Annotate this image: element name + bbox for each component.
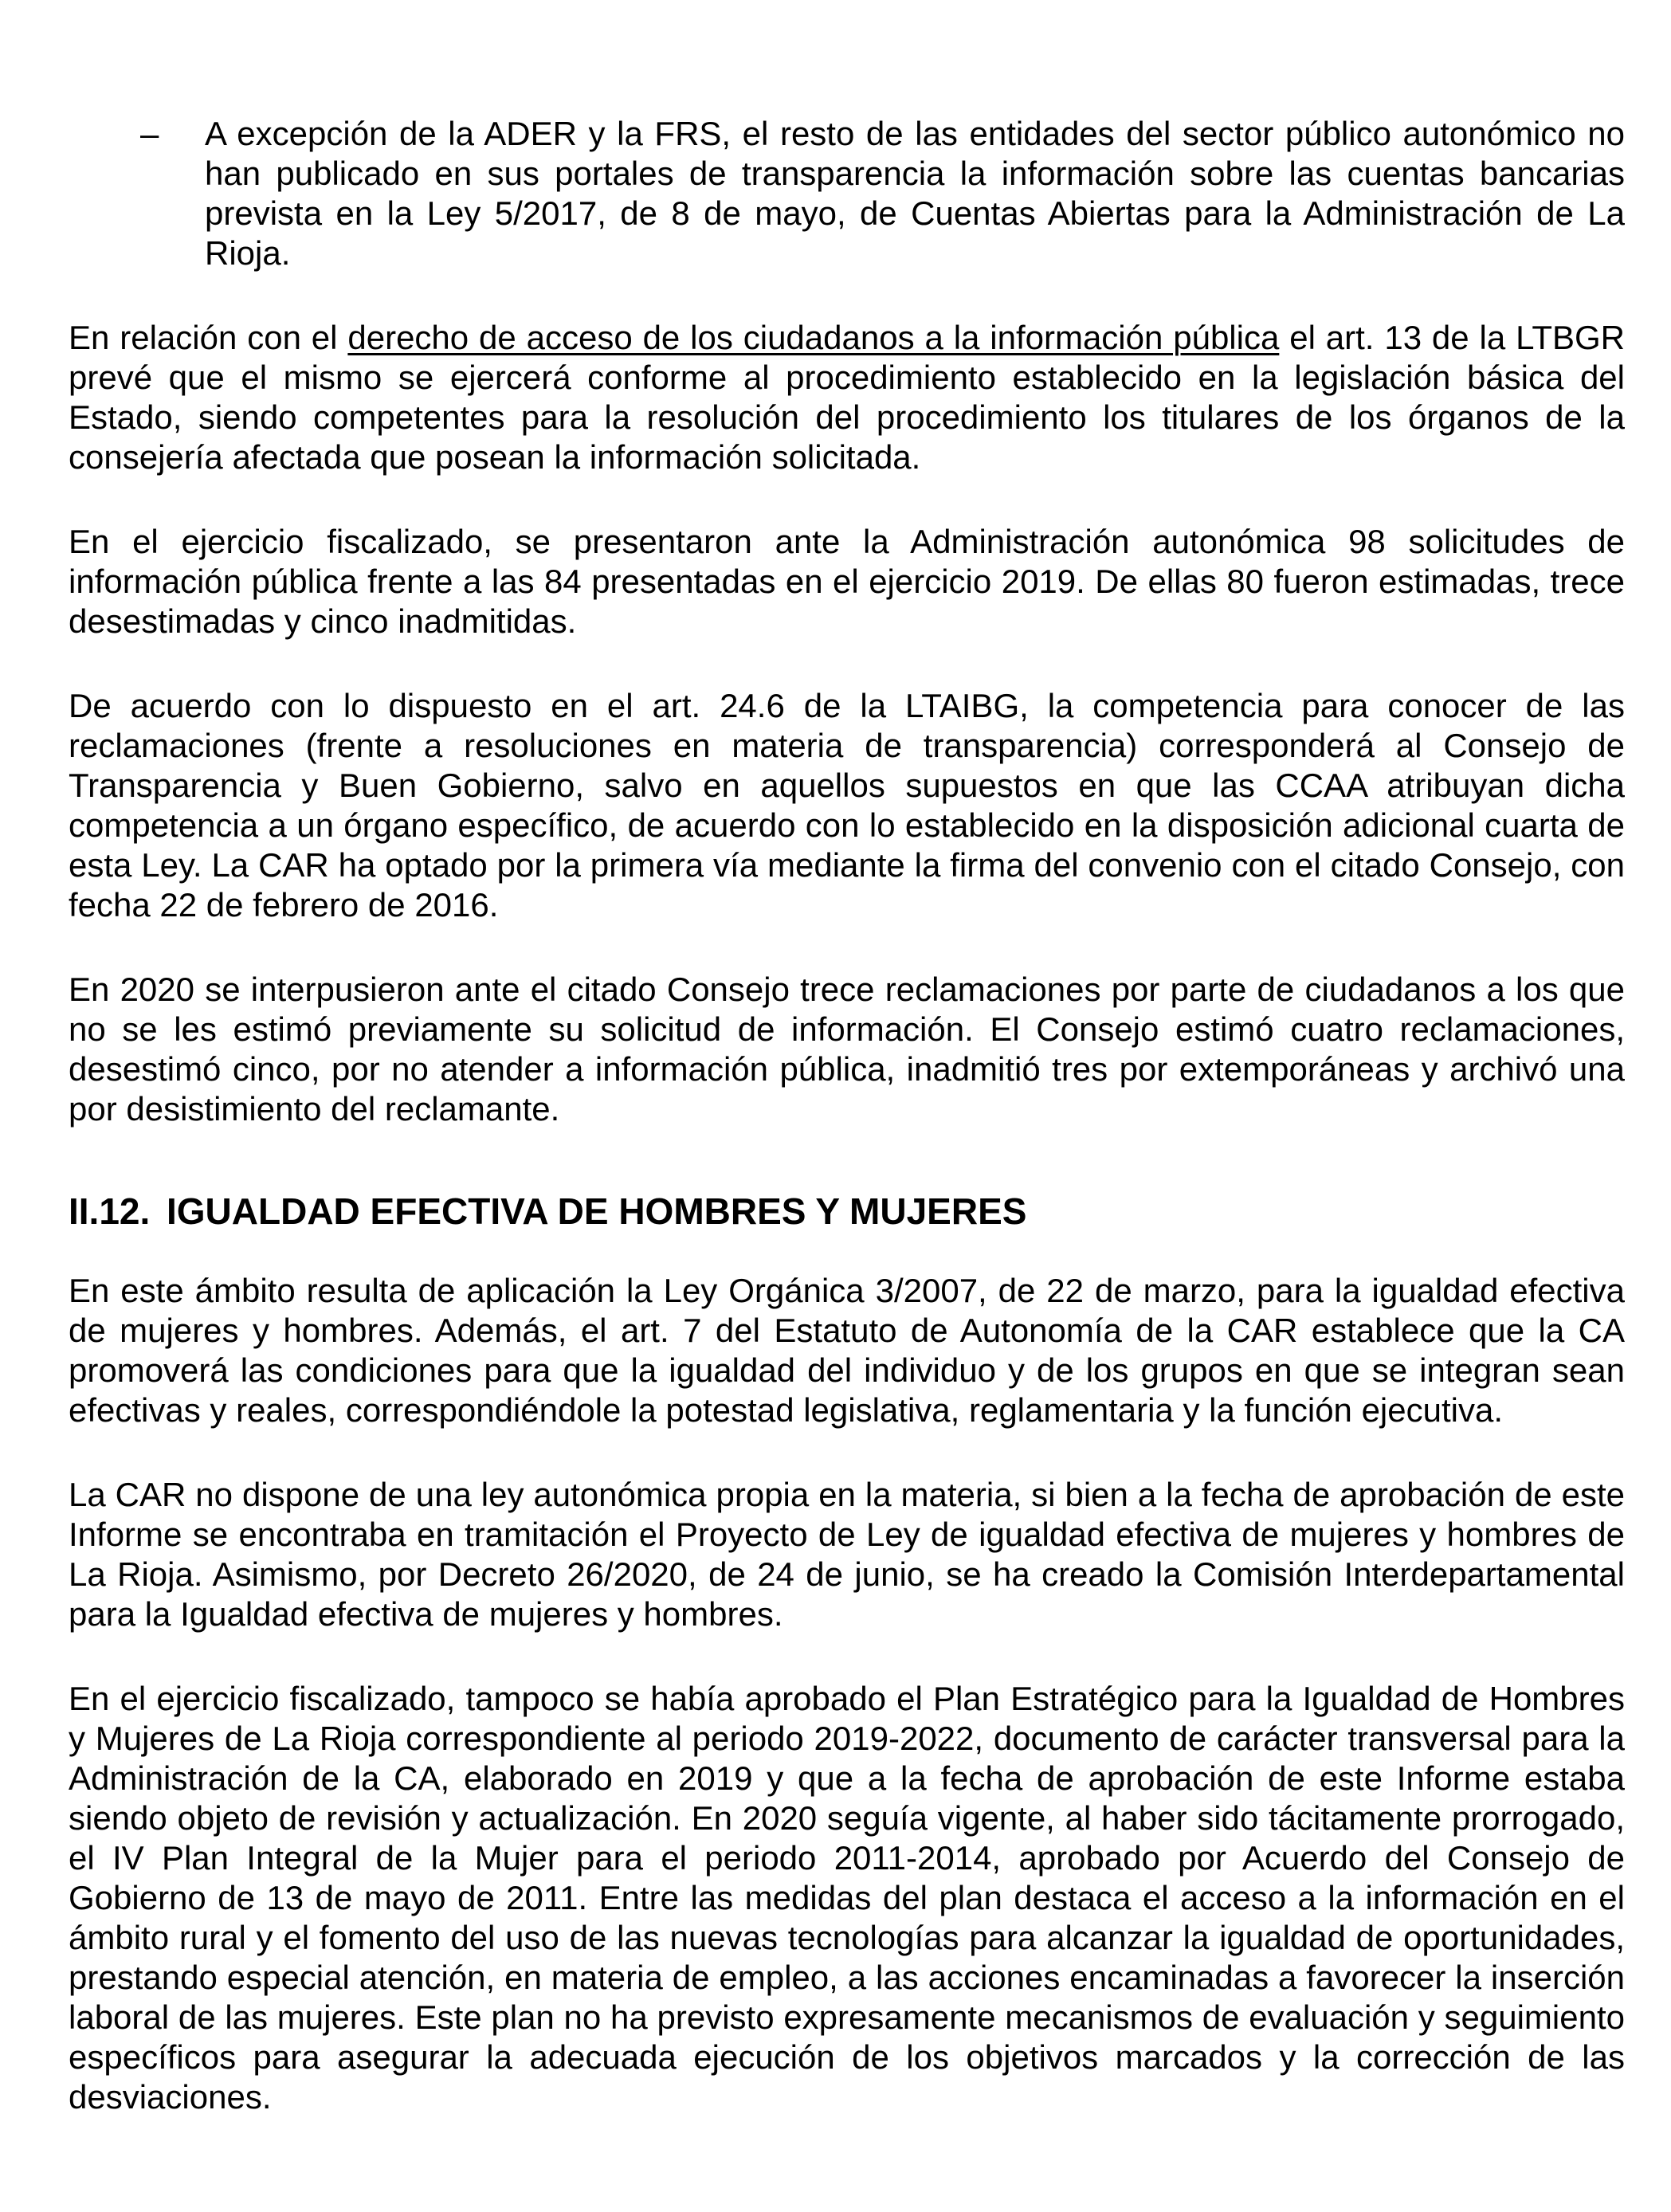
paragraph-information-requests: En el ejercicio fiscalizado, se presentaron ante la Administración autonómica 98 solicitudes de información pública frente a las 84 presentadas en el ejercicio 2019. De ellas 80 fueron estimadas, trece desestimadas y cinco inadmitidas. xyxy=(69,523,1625,640)
section-number: II.12. xyxy=(69,1190,151,1232)
bullet-item-text: A excepción de la ADER y la FRS, el resto de las entidades del sector público autonómico no han publicado en sus portales de transparencia la información sobre las cuentas bancarias prevista en la Ley 5/2017, de 8 de mayo, de Cuentas Abiertas para la Administración de La Rioja. xyxy=(205,115,1625,272)
paragraph-access-rights xyxy=(69,318,1625,477)
paragraph-claims-2020: En 2020 se interpusieron ante el citado Consejo trece reclamaciones por parte de ciudadanos a los que no se les estimó previamente su solicitud de información. El Consejo estimó cuatro reclamaciones, desestimó cinco, por no atender a información pública, inadmitió tres por extemporáneas y archivó una por desistimiento del reclamante. xyxy=(69,971,1625,1128)
access-rights-lead-text: En relación con el xyxy=(69,319,348,356)
bullet-dash-marker: – xyxy=(140,115,159,152)
paragraph-organic-law: En este ámbito resulta de aplicación la Ley Orgánica 3/2007, de 22 de marzo, para la igualdad efectiva de mujeres y hombres. Además, el art. 7 del Estatuto de Autonomía de la CAR establece que la CA promoverá las condiciones para que la igualdad del individuo y de los grupos en que se integran sean efectivas y reales, correspondiéndole la potestad legislativa, reglamentaria y la función ejecutiva. xyxy=(69,1272,1625,1429)
access-rights-rest-text: el art. 13 de la LTBGR prevé que el mismo se ejercerá conforme al procedimiento establecido en la legislación básica del Estado, siendo competentes para la resolución del procedimiento los titulares de los órganos de la consejería afectada que posean la información solicitada. xyxy=(69,319,1625,476)
paragraph-car-own-law: La CAR no dispone de una ley autonómica propia en la materia, si bien a la fecha de aprobación de este Informe se encontraba en tramitación el Proyecto de Ley de igualdad efectiva de mujeres y hombres de La Rioja. Asimismo, por Decreto 26/2020, de 24 de junio, se ha creado la Comisión Interdepartamental para la Igualdad efectiva de mujeres y hombres. xyxy=(69,1476,1625,1633)
section-title: IGUALDAD EFECTIVA DE HOMBRES Y MUJERES xyxy=(167,1190,1027,1232)
paragraph-ltaibg-competence: De acuerdo con lo dispuesto en el art. 24.6 de la LTAIBG, la competencia para conocer de las reclamaciones (frente a resoluciones en materia de transparencia) corresponderá al Consejo de Transparencia y Buen Gobierno, salvo en aquellos supuestos en que las CCAA atribuyan dicha competencia a un órgano específico, de acuerdo con lo establecido en la disposición adicional cuarta de esta Ley. La CAR ha optado por la primera vía mediante la firma del convenio con el citado Consejo, con fecha 22 de febrero de 2016. xyxy=(69,687,1625,924)
underlined-phrase: derecho de acceso de los ciudadanos a la información pública xyxy=(347,319,1280,356)
section-heading xyxy=(69,1188,1625,1234)
bullet-list-item xyxy=(140,114,1625,273)
paragraph-strategic-plan: En el ejercicio fiscalizado, tampoco se había aprobado el Plan Estratégico para la Igualdad de Hombres y Mujeres de La Rioja correspondiente al periodo 2019-2022, documento de carácter transversal para la Administración de la CA, elaborado en 2019 y que a la fecha de aprobación de este Informe estaba siendo objeto de revisión y actualización. En 2020 seguía vigente, al haber sido tácitamente prorrogado, el IV Plan Integral de la Mujer para el periodo 2011-2014, aprobado por Acuerdo del Consejo de Gobierno de 13 de mayo de 2011. Entre las medidas del plan destaca el acceso a la información en el ámbito rural y el fomento del uso de las nuevas tecnologías para alcanzar la igualdad de oportunidades, prestando especial atención, en materia de empleo, a las acciones encaminadas a favorecer la inserción laboral de las mujeres. Este plan no ha previsto expresamente mecanismos de evaluación y seguimiento específicos para asegurar la adecuada ejecución de los objetivos marcados y la corrección de las desviaciones. xyxy=(69,1680,1625,2116)
